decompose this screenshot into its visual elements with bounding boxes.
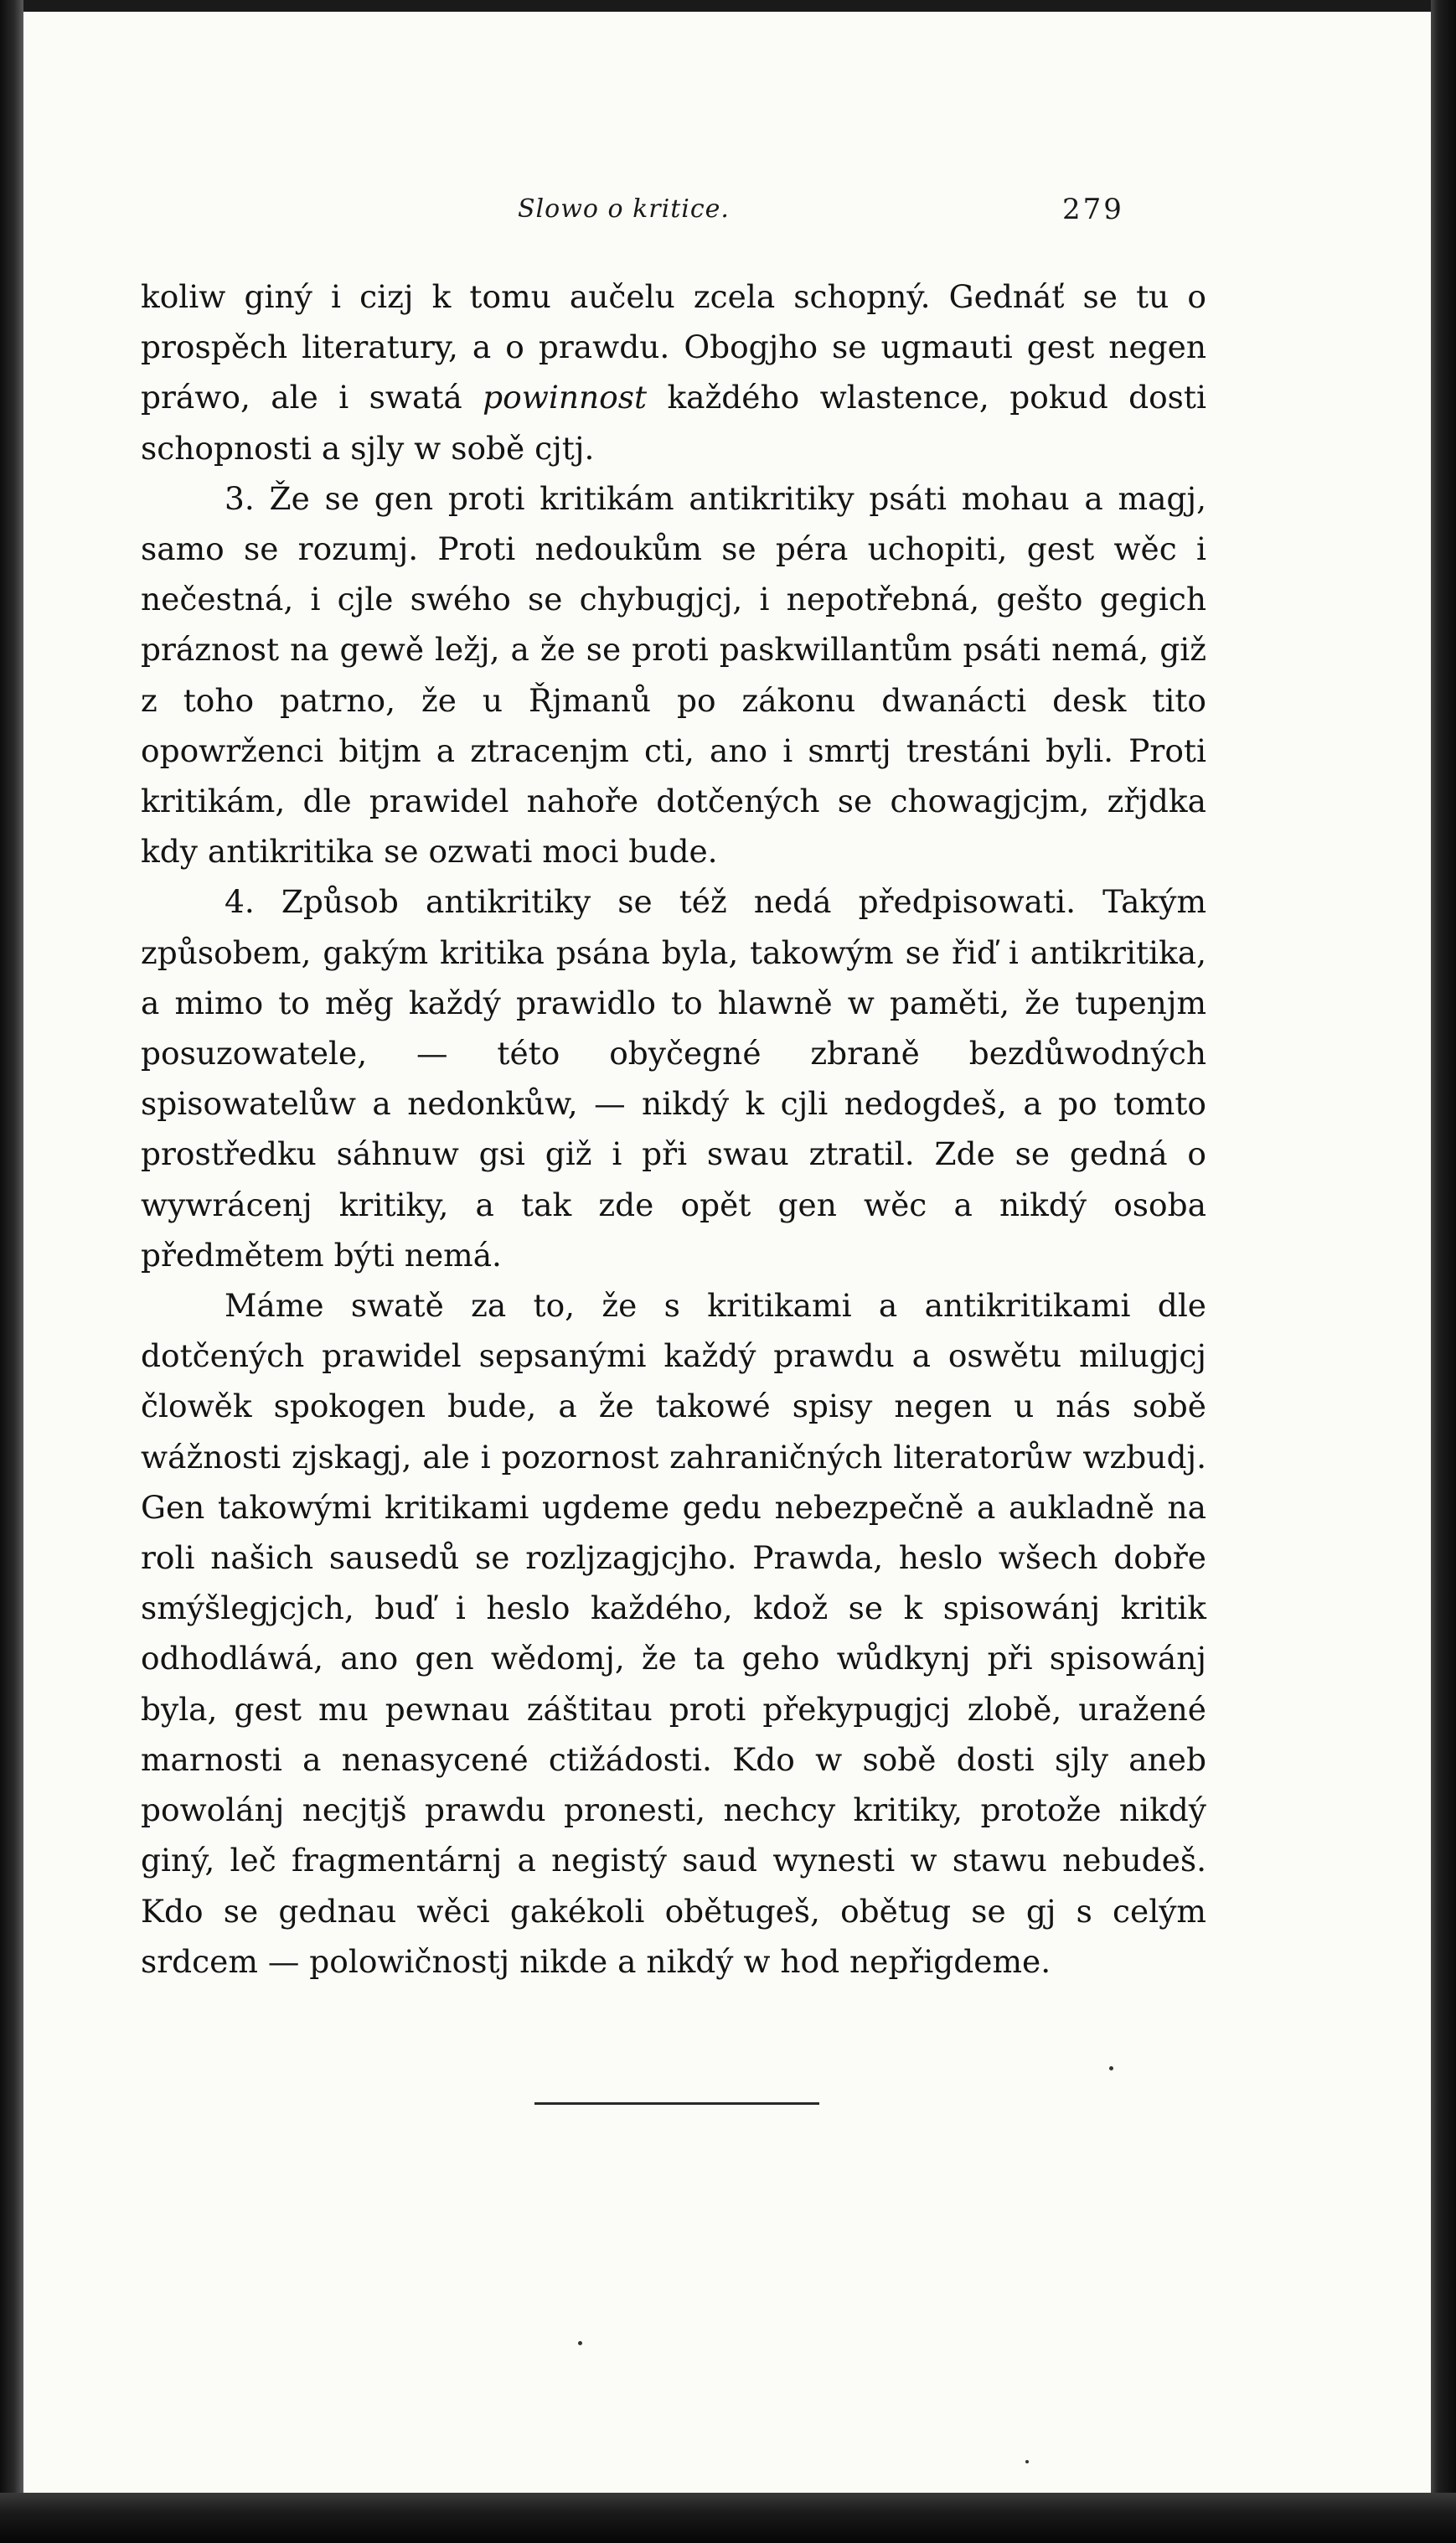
ink-speck — [578, 2341, 582, 2345]
scan-border-left — [0, 0, 23, 2543]
running-head-title: Slowo o kritice. — [518, 194, 730, 224]
section-end-rule — [534, 2102, 819, 2105]
book-page — [23, 12, 1431, 2493]
page-number: 279 — [1062, 193, 1124, 226]
paragraph-point-3: 3. Že se gen proti kritikám antikritiky psáti mohau a magj, samo se rozumj. Proti nedoukům se péra uchopiti, gest wěc i nečestná, i cjle swého se chybugjcj, i nepotřebná, gešto gegich práznost na gewě ležj, a že se proti paskwillantům psáti nemá, giž z toho patrno, že u Řjmanů po zákonu dwanácti desk tito opowrženci bitjm a ztracenjm cti, ano i smrtj trestáni byli. Proti kritikám, dle prawidel nahoře dotčených se chowagjcjm, zřjdka kdy antikritika se ozwati moci bude. — [141, 479, 1206, 871]
italic-emphasis: powinnost — [483, 379, 648, 416]
ink-speck — [1025, 2460, 1029, 2463]
scan-border-top — [0, 0, 1456, 12]
paragraph-text-part: koliw giný i cizj k tomu aučelu zcela schopný. Gednáť se tu o prospěch literatury, a o prawdu. Obogjho se ugmauti gest negen práwo, ale i swatá — [141, 278, 1206, 416]
paragraph-conclusion: Máme swatě za to, že s kritikami a antikritikami dle dotčených prawidel sepsanými každý prawdu a oswětu milugjcj člowěk spokogen bude, a že takowé spisy negen u nás sobě wážnosti zjskagj, ale i pozornost zahraničných literatorůw wzbudj. Gen takowými kritikami ugdeme gedu nebezpečně a aukladně na roli našich sausedů se rozljzagjcjho. Prawda, heslo wšech dobře smýšlegjcjch, buď i heslo každého, kdož se k spisowánj kritik odhodláwá, ano gen wědomj, že ta geho wůdkynj při spisowánj byla, gest mu pewnau záštitau proti překypugjcj zlobě, uražené marnosti a nenasycené ctižádosti. Kdo w sobě dosti sjly aneb powolánj necjtjš prawdu pronesti, nechcy kritiky, protože nikdý giný, leč fragmentárnj a negistý saud wynesti w stawu nebudeš. Kdo se gednau wěci gakékoli obětugeš, obětug se gj s celým srdcem — polowičnostj nikde a nikdý w hod nepřigdeme. — [141, 1287, 1206, 1980]
paragraph-point-4: 4. Způsob antikritiky se též nedá předpisowati. Takým způsobem, gakým kritika psána byla, takowým se řiď i antikritika, a mimo to měg každý prawidlo to hlawně w paměti, že tupenjm posuzowatele, — této obyčegné zbraně bezdůwodných spisowatelůw a nedonkůw, — nikdý k cjli nedogdeš, a po tomto prostředku sáhnuw gsi giž i při swau ztratil. Zde se gedná o wywrácenj kritiky, a tak zde opět gen wěc a nikdý osoba předmětem býti nemá. — [141, 883, 1206, 1274]
paragraph-continuation — [141, 271, 1206, 473]
paragraph-text-part: každého wlastence, pokud dosti schopnosti a sjly w sobě cjtj. — [141, 379, 1206, 467]
scan-border-right — [1431, 0, 1456, 2543]
body-text — [141, 271, 1206, 1987]
ink-speck — [1109, 2066, 1113, 2070]
scan-border-bottom — [0, 2493, 1456, 2543]
running-head — [23, 194, 1431, 245]
